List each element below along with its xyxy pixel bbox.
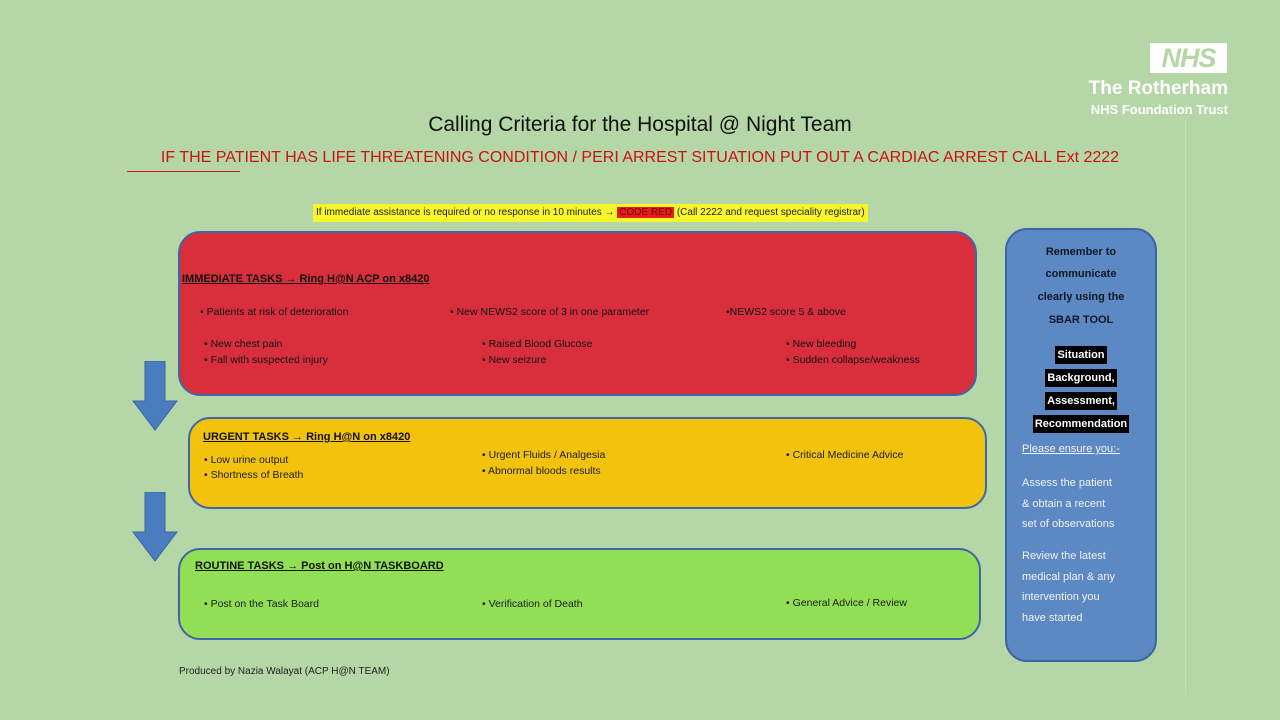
- immediate-tasks-panel: [178, 231, 977, 396]
- code-red-label: CODE RED: [619, 207, 673, 218]
- list-item: • Fall with suspected injury: [204, 354, 328, 366]
- text-line: Assess the patient: [1022, 477, 1112, 489]
- urgent-tasks-title: URGENT TASKS → Ring H@N on x8420: [203, 431, 411, 443]
- immediate-tasks-title: IMMEDIATE TASKS → Ring H@N ACP on x8420: [182, 273, 430, 285]
- text-line: medical plan & any: [1022, 570, 1115, 583]
- assess-text: [1022, 473, 1114, 535]
- list-item: • Raised Blood Glucose: [482, 338, 593, 350]
- produced-by-credit: Produced by Nazia Walayat (ACP H@N TEAM): [179, 666, 390, 677]
- list-item: • New seizure: [482, 354, 547, 366]
- sbar-heading-line: SBAR TOOL: [1048, 314, 1114, 326]
- cardiac-arrest-alert: IF THE PATIENT HAS LIFE THREATENING CONDITION / PERI ARREST SITUATION PUT OUT A CARDIAC ARREST CALL Ext 2222: [160, 149, 1120, 166]
- list-item: • Sudden collapse/weakness: [786, 354, 920, 366]
- text-line: set of observations: [1022, 518, 1115, 530]
- arrow-down-icon: [132, 361, 178, 431]
- list-item: • Post on the Task Board: [204, 598, 319, 610]
- text-line: have started: [1022, 611, 1083, 624]
- arrow-down-icon: [132, 492, 178, 562]
- list-item: • General Advice / Review: [786, 597, 907, 609]
- text-line: Review the latest: [1022, 550, 1106, 562]
- please-ensure-heading: Please ensure you:-: [1022, 443, 1120, 455]
- sbar-terms: [1007, 345, 1155, 433]
- sbar-heading-line: clearly using the: [1037, 291, 1125, 303]
- list-item: •NEWS2 score 5 & above: [726, 306, 846, 318]
- alert-underline: [127, 171, 240, 172]
- banner-text-after: (Call 2222 and request speciality registrar): [674, 207, 865, 218]
- text-line: & obtain a recent: [1022, 497, 1106, 510]
- trust-name: The Rotherham: [1088, 78, 1228, 99]
- routine-tasks-panel: [178, 548, 981, 640]
- page-title: Calling Criteria for the Hospital @ Night Team: [428, 113, 852, 136]
- list-item: • Urgent Fluids / Analgesia: [482, 449, 606, 461]
- review-text: [1022, 546, 1115, 628]
- list-item: • Abnormal bloods results: [482, 465, 601, 477]
- sbar-assessment: Assessment,: [1045, 392, 1117, 410]
- sbar-reminder-box: [1005, 228, 1157, 662]
- list-item: • Verification of Death: [482, 598, 583, 610]
- sbar-heading-line: Remember to: [1045, 246, 1117, 258]
- banner-text-before: If immediate assistance is required or no response in 10 minutes →: [316, 207, 618, 218]
- trust-subtitle: NHS Foundation Trust: [1090, 102, 1228, 117]
- list-item: • New chest pain: [204, 338, 283, 350]
- list-item: • Patients at risk of deterioration: [200, 306, 349, 318]
- list-item: • Low urine output: [204, 454, 289, 466]
- code-red-banner: [313, 204, 868, 222]
- text-line: intervention you: [1022, 591, 1100, 603]
- sbar-recommendation: Recommendation: [1033, 415, 1129, 433]
- sbar-heading-line: communicate: [1045, 268, 1117, 280]
- divider-line: [1185, 120, 1186, 695]
- list-item: • New NEWS2 score of 3 in one parameter: [450, 306, 650, 318]
- list-item: • Critical Medicine Advice: [786, 449, 904, 461]
- list-item: • New bleeding: [786, 338, 857, 350]
- sbar-background: Background,: [1045, 369, 1116, 387]
- sbar-situation: Situation: [1055, 346, 1106, 364]
- urgent-tasks-panel: [188, 417, 987, 509]
- list-item: • Shortness of Breath: [204, 469, 304, 481]
- routine-tasks-title: ROUTINE TASKS → Post on H@N TASKBOARD: [195, 560, 444, 572]
- nhs-logo: NHS: [1150, 43, 1227, 73]
